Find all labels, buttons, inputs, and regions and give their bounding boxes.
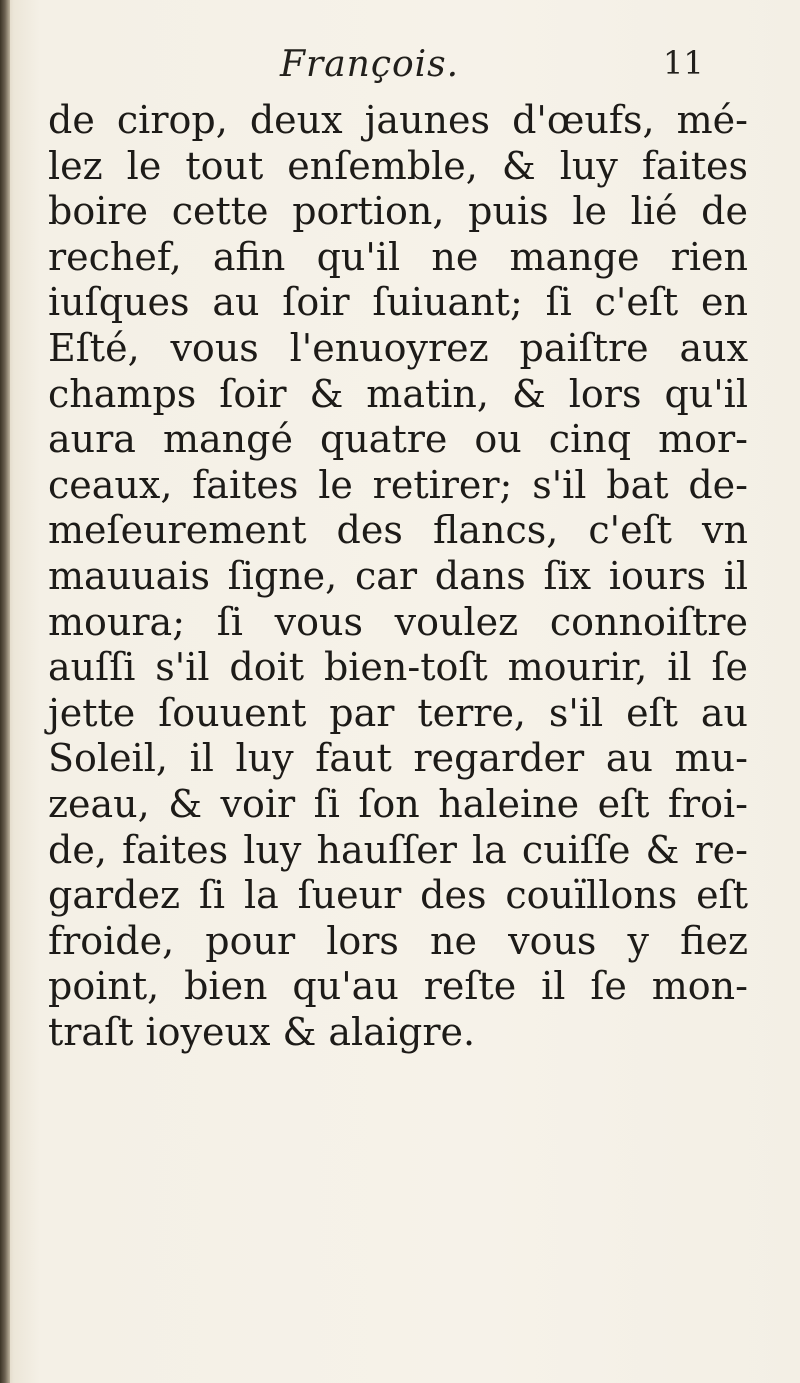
text-line: froide, pour lors ne vous y fiez <box>48 918 748 963</box>
text-line: jette ſouuent par terre, s'il eſt au <box>48 690 748 735</box>
text-line: de cirop, deux jaunes d'œufs, mé- <box>48 98 748 142</box>
text-line: mauuais ſigne, car dans ſix iours il <box>48 553 748 598</box>
text-line: rechef, afin qu'il ne mange rien <box>48 234 748 279</box>
text-line: Soleil, il luy faut regarder au mu- <box>48 736 748 781</box>
text-line: boire cette portion, puis le lié de <box>48 189 748 234</box>
body-text <box>48 98 748 1055</box>
text-line: auſſi s'il doit bien-toſt mourir, il ſe <box>48 645 748 690</box>
text-line: moura; ſi vous voulez connoiſtre <box>48 599 748 644</box>
text-line: lez le tout enſemble, & luy faites <box>48 143 748 188</box>
text-line: champs ſoir & matin, & lors qu'il <box>48 371 748 416</box>
page-number: 11 <box>663 44 704 82</box>
text-line: de, faites luy hauſſer la cuiſſe & re- <box>48 827 748 872</box>
text-line: iuſques au ſoir ſuiuant; ſi c'eſt en <box>48 280 748 325</box>
page-header <box>0 40 800 96</box>
text-line: Eſté, vous l'enuoyrez paiſtre aux <box>48 325 748 370</box>
text-line: ceaux, faites le retirer; s'il bat de- <box>48 462 748 507</box>
running-title: François. <box>280 44 460 85</box>
page-gutter <box>0 0 10 1383</box>
text-line: gardez ſi la ſueur des couïllons eſt <box>48 873 748 918</box>
text-line: zeau, & voir ſi ſon haleine eſt froi- <box>48 781 748 826</box>
text-line: aura mangé quatre ou cinq mor- <box>48 417 748 462</box>
text-line-last: traſt ioyeux & alaigre. <box>48 1009 476 1054</box>
text-line: point, bien qu'au reſte il ſe mon- <box>48 964 748 1009</box>
text-line: meſeurement des flancs, c'eſt vn <box>48 508 748 553</box>
